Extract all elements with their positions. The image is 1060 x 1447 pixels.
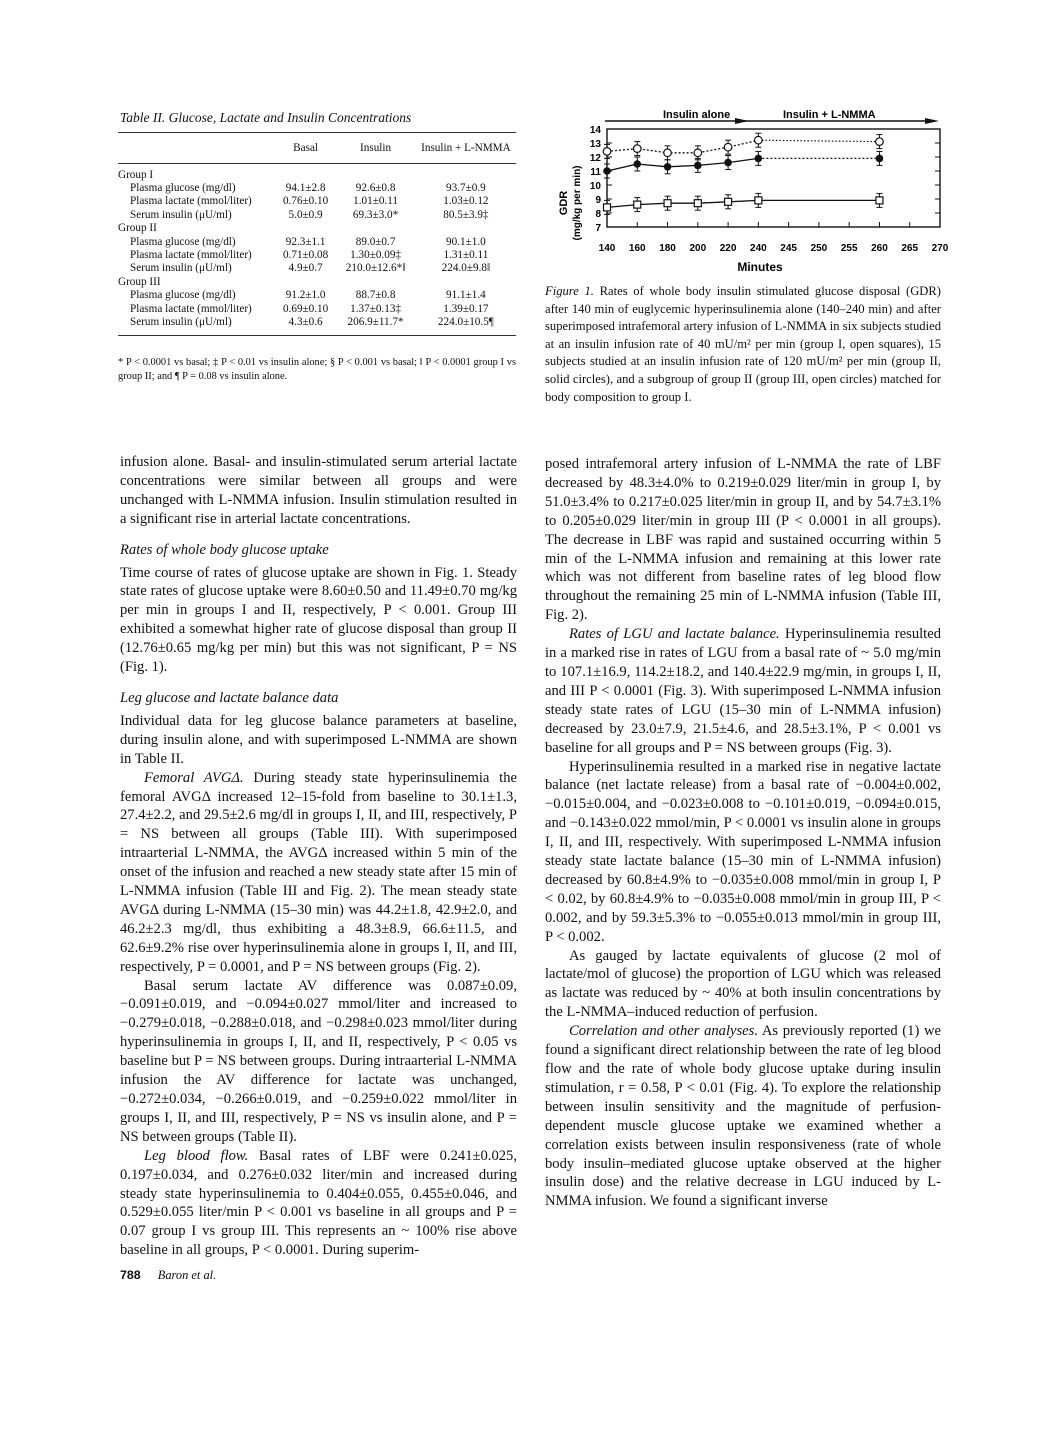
cell-lnmma: 90.1±1.0: [446, 235, 486, 248]
series-line: [607, 200, 758, 207]
data-point-group-iii: [694, 149, 702, 157]
series-line: [758, 140, 879, 141]
cell-basal: 92.3±1.1: [285, 235, 326, 248]
group-label: Group III: [118, 275, 161, 288]
cell-insulin: 210.0±12.6*‖: [345, 262, 406, 275]
data-point-group-ii: [633, 160, 641, 168]
data-point-group-i: [694, 200, 701, 207]
page-footer: [120, 1268, 216, 1283]
data-point-group-iii: [876, 138, 884, 146]
cell-insulin: 69.3±3.0*: [352, 208, 399, 221]
y-tick-label: 14: [589, 125, 601, 136]
data-point-group-iii: [603, 148, 611, 156]
table-header: [118, 133, 276, 164]
group-label: Group I: [118, 168, 154, 181]
row-label: Serum insulin (μU/ml): [130, 208, 232, 221]
y-tick-label: 11: [590, 167, 601, 178]
data-point-group-ii: [694, 162, 702, 170]
cell-basal: 94.1±2.8: [285, 182, 326, 195]
paragraph: infusion alone. Basal- and insulin-stimulated serum arterial lactate concentrations were similar between all groups and were unchanged with L-NMMA infusion. Insulin stimulation resulted in a significant rise in arterial lactate concentrations.: [120, 454, 517, 527]
cell-basal: 0.69±0.10: [282, 302, 329, 315]
paragraph-body: Basal rates of LBF were 0.241±0.025, 0.197±0.034, and 0.276±0.032 liter/min and increased during steady state hyperinsulinemia to 0.404±0.055, 0.455±0.046, and 0.529±0.055 liter/min P < 0.001 vs baseline in all groups and P = 0.07 group I vs group III. This represents an ~ 100% rise above baseline in all groups, P < 0.0001. During superim-: [120, 1147, 517, 1259]
table-row: [118, 235, 516, 248]
x-tick-label: 180: [659, 243, 676, 254]
cell-insulin: 92.6±0.8: [355, 182, 396, 195]
group-label: Group II: [118, 222, 157, 235]
paragraph-lead: Correlation and other analyses.: [569, 1023, 758, 1040]
cell-lnmma: 1.31±0.11: [443, 249, 489, 262]
caption-lead: Figure 1.: [545, 284, 594, 298]
y-tick-label: 10: [589, 181, 601, 192]
x-tick-label: 270: [931, 243, 949, 254]
x-tick-label: 245: [780, 243, 797, 254]
y-tick-label: 13: [589, 139, 601, 150]
table-row: [118, 302, 516, 315]
x-tick-label: 255: [840, 243, 858, 254]
x-tick-label: 220: [719, 243, 737, 254]
cell-basal: 5.0±0.9: [288, 208, 323, 221]
paragraph: [545, 625, 941, 757]
paragraph: Time course of rates of glucose uptake are shown in Fig. 1. Steady state rates of glucose uptake were 8.60±0.50 and 11.49±0.70 mg/kg per min in groups I and II, respectively, P < 0.001. Group III exhibited a somewhat higher rate of glucose disposal than group II (12.76±0.65 mg/kg per min) but this was not significant, P = NS (Fig. 1).: [120, 564, 517, 676]
table-row: [118, 195, 516, 208]
cell-basal: 4.3±0.6: [288, 315, 323, 328]
cell-basal: 0.71±0.08: [282, 249, 329, 262]
paragraph: Individual data for leg glucose balance parameters at baseline, during insulin alone, and with superimposed L-NMMA are shown in Table II.: [120, 712, 517, 767]
paragraph: [120, 1147, 517, 1260]
row-label: Plasma glucose (mg/dl): [130, 235, 236, 248]
table-footnote: * P < 0.0001 vs basal; ‡ P < 0.01 vs insulin alone; § P < 0.001 vs basal; ‖ P < 0.0001 group I vs group II; and ¶ P = 0.08 vs insulin alone.: [118, 357, 516, 382]
x-tick-label: 265: [901, 243, 919, 254]
cell-insulin: 206.9±11.7*: [347, 315, 404, 328]
y-tick-label: 8: [595, 209, 601, 220]
row-label: Plasma lactate (mmol/liter): [130, 249, 252, 262]
paragraph-lead: Femoral AVGΔ.: [144, 769, 244, 786]
cell-insulin: 88.7±0.8: [355, 289, 396, 302]
series-line: [607, 158, 758, 171]
data-point-group-iii: [755, 136, 763, 144]
data-point-group-i: [725, 198, 732, 205]
y-tick-label: 9: [595, 195, 601, 206]
data-point-group-ii: [755, 155, 763, 163]
cell-lnmma: 93.7±0.9: [446, 182, 486, 195]
data-point-group-i: [634, 201, 641, 208]
arrow-head-2: [925, 118, 939, 124]
paragraph-body: As previously reported (1) we found a significant direct relationship between the rate of leg blood flow and the rate of whole body glucose uptake during insulin stimulation, r = 0.58, P < 0.01 (Fig. 4). To explore the relationship between insulin sensitivity and the magnitude of perfusion-dependent muscle glucose uptake we examined whether a correlation exists between insulin responsiveness (rate of whole body insulin–mediated glucose uptake observed at the higher insulin dose) and the relative decrease in LGU induced by L-NMMA infusion. We found a significant inverse: [545, 1023, 941, 1210]
paragraph: As gauged by lactate equivalents of glucose (2 mol of lactate/mol of glucose) the proportion of LGU which was released as lactate was reduced by ~ 40% at both insulin concentrations by the L-NMMA–induced reduction of perfusion.: [545, 947, 941, 1021]
data-point-group-iii: [633, 145, 641, 153]
paragraph: Basal serum lactate AV difference was 0.087±0.09, −0.091±0.019, and −0.094±0.027 mmol/liter and increased to −0.279±0.018, −0.288±0.018, and −0.298±0.023 mmol/liter during hyperinsulinemia in groups I, II, and II, respectively, P < 0.05 vs baseline but P = NS between groups. During intraarterial L-NMMA infusion the AV difference for lactate was unchanged, −0.272±0.034, −0.266±0.019, and −0.259±0.022 mmol/liter in groups I, II, and III, respectively, P = NS vs insulin alone, and P = NS between groups (Table II).: [120, 977, 517, 1145]
figure-1: [545, 105, 949, 275]
data-point-group-ii: [724, 159, 732, 167]
series-line: [607, 140, 758, 153]
table-header: Insulin + L-NMMA: [421, 142, 511, 154]
x-tick-label: 250: [810, 243, 828, 254]
paragraph-body: Hyperinsulinemia resulted in a marked rise in rates of LGU from a basal rate of ~ 5.0 mg/min to 107.1±16.9, 114.2±18.2, and 140.4±22.9 mg/min, in groups I, II, and III P < 0.0001 (Fig. 3). With superimposed L-NMMA infusion steady state rates of LGU (15–30 min of L-NMMA infusion) decreased by 23.0±7.9, 21.5±4.6, and 28.5±3.1%, P < 0.001 vs baseline for all groups and P = NS between groups (Fig. 3).: [545, 626, 941, 756]
y-axis-label-units: (mg/kg per min): [572, 165, 583, 241]
gdr-chart: [545, 105, 949, 275]
cell-lnmma: 91.1±1.4: [446, 289, 486, 302]
paragraph-lead: Leg blood flow.: [144, 1147, 249, 1164]
cell-basal: 4.9±0.7: [288, 262, 323, 275]
x-axis-label: Minutes: [737, 260, 783, 274]
table-header: Basal: [293, 142, 319, 154]
table-row: [118, 181, 516, 194]
data-point-group-i: [755, 197, 762, 204]
data-point-group-i: [876, 197, 883, 204]
row-label: Plasma lactate (mmol/liter): [130, 195, 252, 208]
data-point-group-ii: [664, 163, 672, 171]
arrow-head-1: [735, 118, 749, 124]
cell-lnmma: 80.5±3.9‡: [443, 208, 489, 221]
table-container: [118, 132, 516, 336]
paragraph: [545, 1022, 941, 1211]
data-point-group-i: [604, 204, 611, 211]
running-title: Baron et al.: [157, 1268, 217, 1282]
x-tick-label: 140: [598, 243, 616, 254]
table-row: [118, 208, 516, 221]
section-heading: Rates of whole body glucose uptake: [120, 541, 329, 558]
row-label: Plasma glucose (mg/dl): [130, 182, 236, 195]
cell-basal: 0.76±0.10: [282, 195, 329, 208]
cell-basal: 91.2±1.0: [285, 289, 326, 302]
figure-caption: [545, 283, 941, 406]
section-heading: Leg glucose and lactate balance data: [120, 689, 339, 706]
x-tick-label: 200: [689, 243, 707, 254]
data-table: [118, 132, 516, 336]
x-tick-label: 160: [628, 243, 646, 254]
table-title: Table II. Glucose, Lactate and Insulin Concentrations: [120, 110, 412, 125]
data-point-group-ii: [876, 155, 884, 163]
data-point-group-ii: [603, 167, 611, 175]
page-number: 788: [120, 1268, 141, 1282]
paragraph: Hyperinsulinemia resulted in a marked rise in negative lactate balance (net lactate release) from a basal rate of −0.004±0.002, −0.015±0.004, and −0.023±0.008 to −0.101±0.019, −0.094±0.015, and −0.143±0.022 mmol/min, P < 0.0001 vs insulin alone in groups I, II, and III, respectively. With superimposed L-NMMA infusion steady state lactate balance (15–30 min of L-NMMA infusion) decreased by 60.8±4.9% to −0.035±0.008 mmol/min in group I, P < 0.02, by 60.8±4.9% to −0.035±0.008 mmol/min in group III, P < 0.002, and by 59.3±5.3% to −0.055±0.013 mmol/min in group III, P < 0.002.: [545, 758, 941, 945]
x-tick-label: 240: [750, 243, 767, 254]
phase-label-insulin-lnmma: Insulin + L-NMMA: [783, 109, 876, 121]
plot-frame: [607, 129, 940, 227]
row-label: Plasma lactate (mmol/liter): [130, 302, 252, 315]
cell-insulin: 1.01±0.11: [353, 195, 399, 208]
table-header: Insulin: [360, 142, 392, 154]
left-column: [120, 453, 517, 1260]
cell-lnmma: 224.0±9.8‖: [441, 262, 491, 275]
cell-insulin: 1.30±0.09‡: [350, 249, 402, 262]
right-column: [545, 455, 941, 1211]
y-tick-label: 7: [595, 223, 601, 234]
table-row: [118, 315, 516, 335]
table-row: [118, 248, 516, 261]
data-point-group-i: [664, 200, 671, 207]
y-tick-label: 12: [589, 153, 601, 164]
paragraph-body: During steady state hyperinsulinemia the femoral AVGΔ increased 12–15-fold from baseline to 30.1±1.3, 27.4±2.2, and 29.5±2.6 mg/dl in groups I, II, and III, respectively, P = NS between all groups (Table III). With superimposed intraarterial L-NMMA, the AVGΔ increased within 5 min of the onset of the infusion and reached a new steady state after 15 min of L-NMMA infusion (Table III and Fig. 2). The mean steady state AVGΔ during L-NMMA (15–30 min) was 44.2±1.8, 42.9±2.0, and 46.2±2.3 mg/dl, thus exhibiting a 48.3±8.9, 66.6±11.5, and 62.6±9.2% rise over hyperinsulinemia alone in groups I, II, and III, respectively, P = 0.0001, and P = NS between groups (Fig. 2).: [120, 769, 518, 975]
caption-body: Rates of whole body insulin stimulated glucose disposal (GDR) after 140 min of euglycemic hyperinsulinemia alone (140–240 min) and after superimposed intrafemoral artery infusion of L-NMMA in six subjects studied at an insulin infusion rate of 40 mU/m² per min (group I, open squares), 15 subjects studied at an insulin infusion rate of 120 mU/m² per min (group II, solid circles), and a subgroup of group II (group III, open circles) matched for body composition to group I.: [545, 284, 941, 404]
y-axis-label-gdr: GDR: [558, 190, 570, 216]
table-row: [118, 262, 516, 275]
paragraph: posed intrafemoral artery infusion of L-NMMA the rate of LBF decreased by 48.3±4.0% to 0.219±0.029 liter/min in group I, by 51.0±3.4% to 0.217±0.025 liter/min in group II, and by 54.7±3.1% to 0.205±0.029 liter/min in group III (P < 0.0001 in all groups). The decrease in LBF was rapid and sustained occurring within 5 min of the L-NMMA infusion and remaining at this lower rate which was not different from baseline rates of leg blood flow throughout the remaining 25 min of L-NMMA infusion (Table III, Fig. 2).: [545, 456, 941, 624]
x-tick-label: 260: [871, 243, 888, 254]
phase-label-insulin-alone: Insulin alone: [663, 109, 731, 121]
cell-insulin: 89.0±0.7: [355, 235, 396, 248]
cell-insulin: 1.37±0.13‡: [350, 302, 402, 315]
table-row: [118, 289, 516, 302]
cell-lnmma: 1.03±0.12: [443, 195, 489, 208]
cell-lnmma: 1.39±0.17: [443, 302, 489, 315]
paragraph-lead: Rates of LGU and lactate balance.: [569, 626, 780, 643]
data-point-group-iii: [724, 143, 732, 151]
data-point-group-iii: [664, 149, 672, 157]
paragraph: [120, 769, 517, 977]
row-label: Serum insulin (μU/ml): [130, 315, 232, 328]
cell-lnmma: 224.0±10.5¶: [437, 315, 494, 328]
row-label: Serum insulin (μU/ml): [130, 262, 232, 275]
row-label: Plasma glucose (mg/dl): [130, 289, 236, 302]
